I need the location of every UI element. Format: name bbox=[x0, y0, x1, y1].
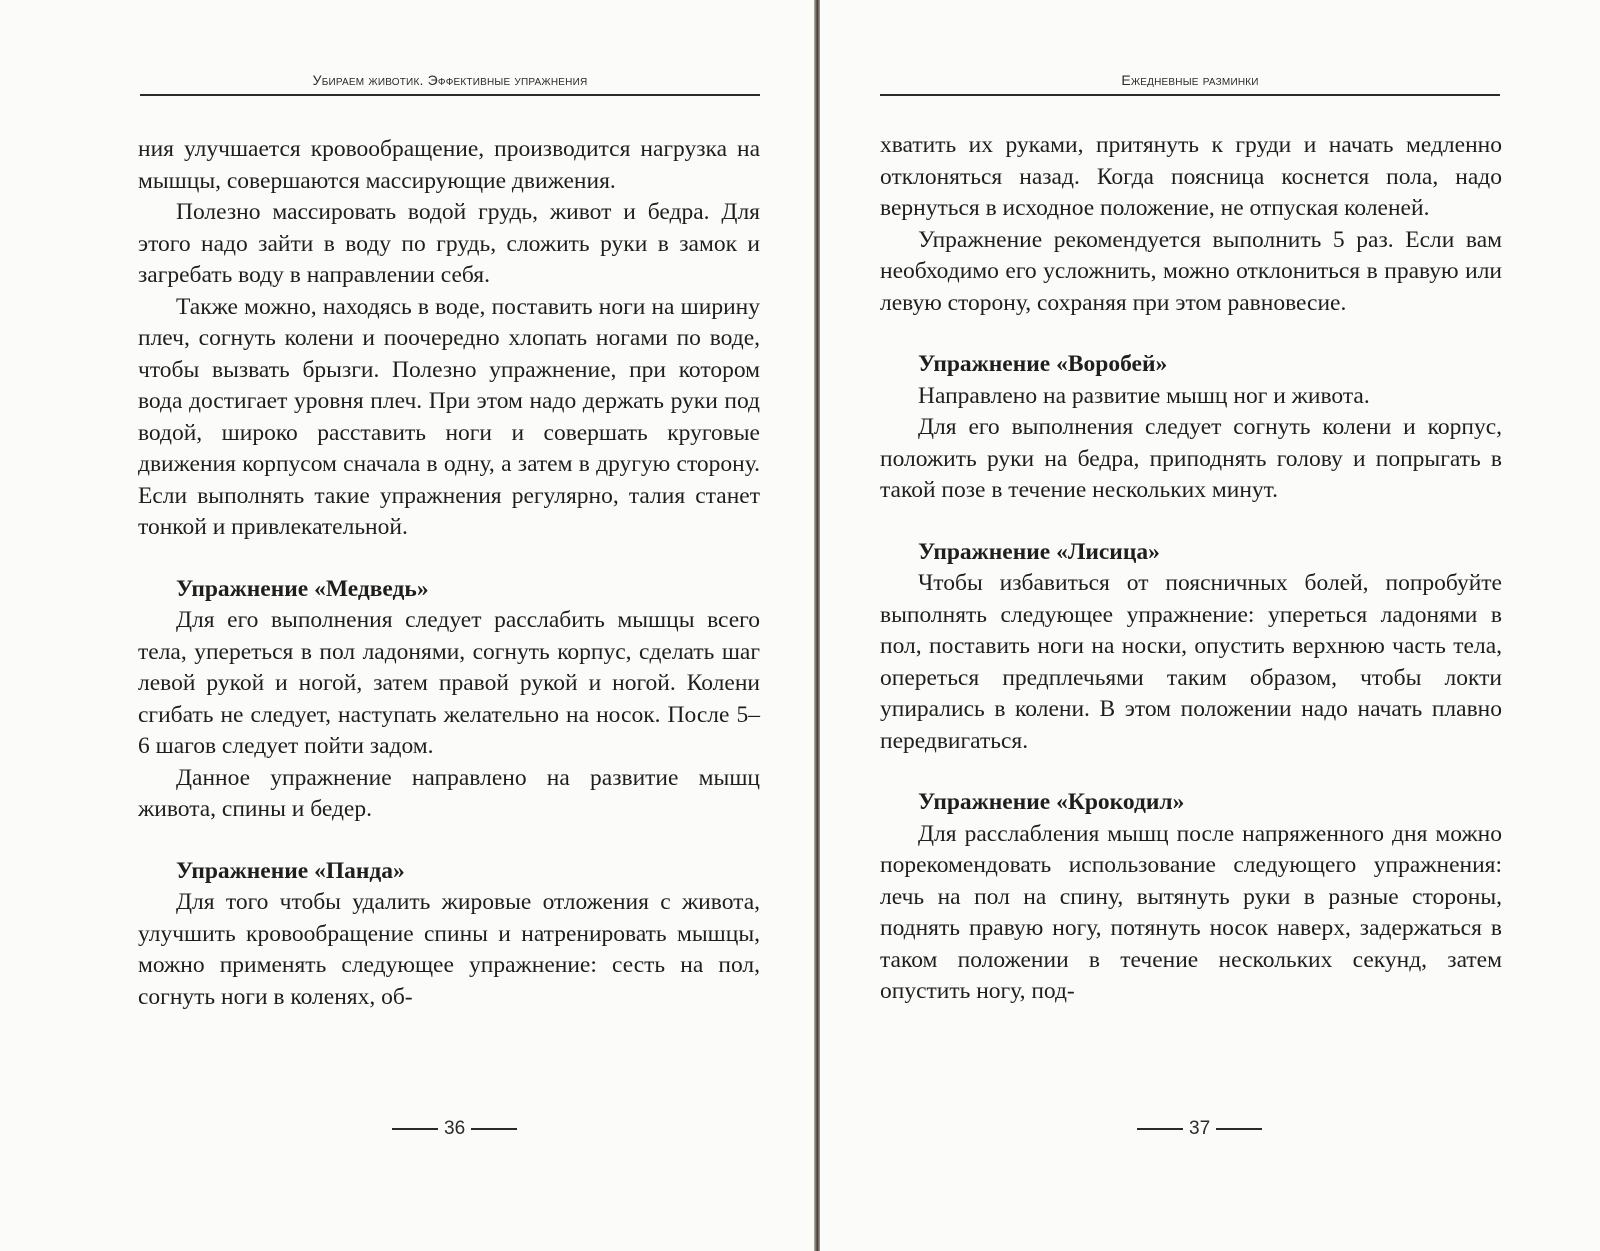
section-heading-fox: Упражнение «Лисица» bbox=[918, 538, 1160, 565]
paragraph: Для того чтобы удалить жировые отложения с живота, улучшить кровообращение спины и натренировать мышцы, можно применять следующее упражнение: сесть на пол, согнуть ноги в коленях, об- bbox=[138, 889, 760, 1010]
paragraph: Для его выполнения следует расслабить мышцы всего тела, упереться в пол ладонями, согнуть корпус, сделать шаг левой рукой и ногой, затем правой рукой и ногой. Колени сгибать не следует, наступать желательно на носок. После 5–6 шагов следует пойти задом. bbox=[138, 607, 760, 759]
folio-rule-left bbox=[392, 1128, 438, 1130]
paragraph: Также можно, находясь в воде, поставить ноги на ширину плеч, согнуть колени и поочередно хлопать ногами по воде, чтобы вызвать брызги. Полезно упражнение, при котором вода достигает уровня плеч. При этом надо держать руки под водой, широко расставить ноги и совершать круговые движения корпусом сначала в одну, а затем в другую сторону. Если выполнять такие упражнения регулярно, талия станет тонкой и привлекательной. bbox=[138, 293, 760, 540]
running-head: Убираем животик. Эффективные упражнения bbox=[140, 72, 760, 96]
folio-rule-right bbox=[1216, 1128, 1262, 1130]
section-heading-crocodile: Упражнение «Крокодил» bbox=[918, 789, 1185, 815]
paragraph: ния улучшается кровообращение, производится нагрузка на мышцы, совершаются массирующие движения. bbox=[138, 136, 760, 194]
right-page bbox=[822, 0, 1600, 1251]
section-heading-bear: Упражнение «Медведь» bbox=[176, 575, 429, 602]
paragraph: хватить их руками, притянуть к груди и начать медленно отклоняться назад. Когда поясница коснется пола, надо вернуться в исходное положение, не отпуская коленей. bbox=[880, 132, 1502, 221]
paragraph: Для расслабления мышц после напряженного дня можно порекомендовать использование следующего упражнения: лечь на пол на спину, вытянуть руки в разные стороны, поднять правую ногу, потянуть носок наверх, задержаться в таком положении в течение нескольких секунд, затем опустить ногу, под- bbox=[880, 820, 1502, 1004]
paragraph: Упражнение рекомендуется выполнить 5 раз. Если вам необходимо его усложнить, можно отклониться в правую или левую сторону, сохраняя при этом равновесие. bbox=[880, 226, 1502, 316]
paragraph: Чтобы избавиться от поясничных болей, попробуйте выполнять следующее упражнение: упереться ладонями в пол, поставить ноги на носки, опустить верхнюю часть тела, опереться предплечьями таким образом, чтобы локти упирались в колени. В этом положении надо начать плавно передвигаться. bbox=[880, 570, 1502, 754]
paragraph: Направлено на развитие мышц ног и живота. bbox=[918, 382, 1370, 409]
page-number bbox=[1137, 1118, 1262, 1140]
running-head: Ежедневные разминки bbox=[880, 72, 1500, 96]
left-page-body bbox=[138, 134, 760, 1013]
section-heading-sparrow: Упражнение «Воробей» bbox=[918, 351, 1168, 377]
page-number-value: 37 bbox=[1189, 1118, 1211, 1139]
page-number-value: 36 bbox=[444, 1118, 466, 1139]
folio-rule-right bbox=[471, 1128, 517, 1130]
book-gutter bbox=[814, 0, 820, 1251]
paragraph: Данное упражнение направлено на развитие мышц живота, спины и бедер. bbox=[138, 764, 760, 822]
page-number bbox=[392, 1118, 517, 1140]
right-page-body bbox=[880, 130, 1502, 1008]
folio-rule-left bbox=[1137, 1128, 1183, 1130]
section-heading-panda: Упражнение «Панда» bbox=[176, 857, 405, 884]
paragraph: Полезно массировать водой грудь, живот и бедра. Для этого надо зайти в воду по грудь, сложить руки в замок и загребать воду в направлении себя. bbox=[138, 199, 760, 288]
paragraph: Для его выполнения следует согнуть колени и корпус, положить руки на бедра, приподнять голову и попрыгать в такой позе в течение нескольких минут. bbox=[880, 414, 1502, 503]
